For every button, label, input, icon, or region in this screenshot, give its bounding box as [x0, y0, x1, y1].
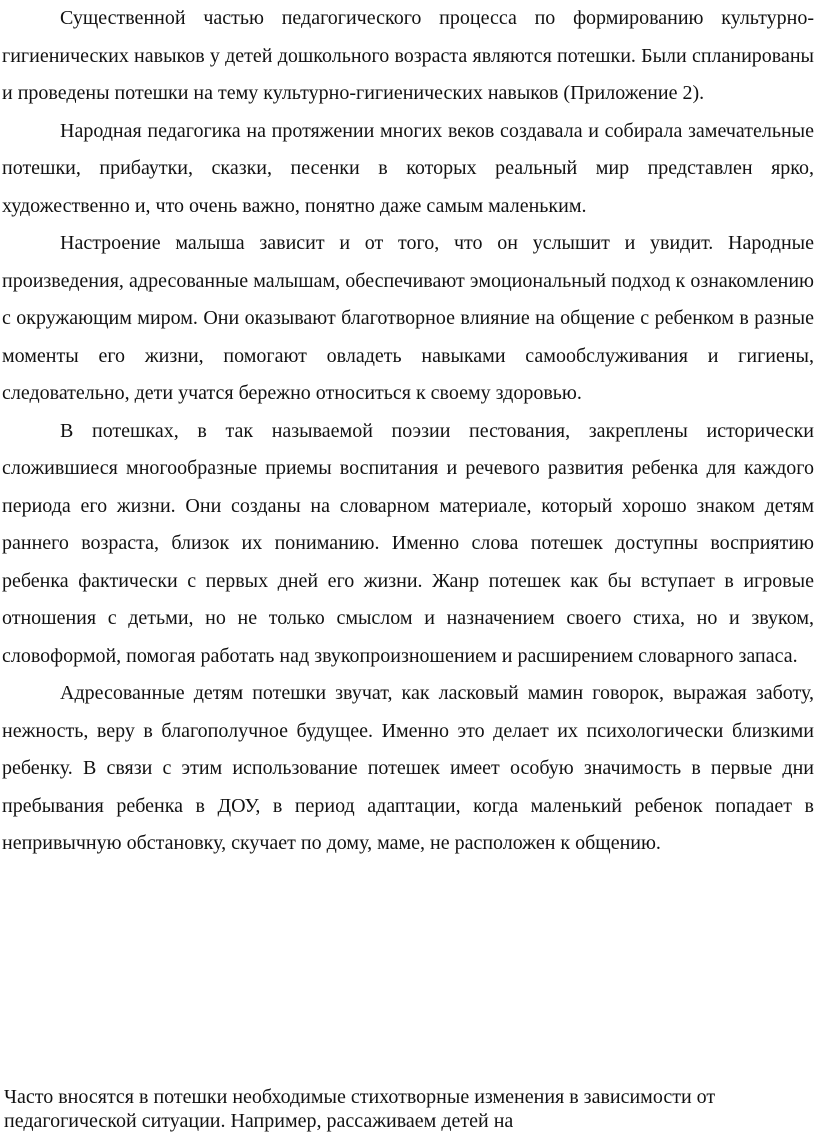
document-body — [2, 0, 814, 863]
paragraph-6-tail: Часто вносятся в потешки необходимые стихотворные изменения в зависимости от педагогической ситуации. Например, рассаживаем детей на — [4, 1086, 716, 1132]
paragraph-3: Настроение малыша зависит и от того, что он услышит и увидит. Народные произведения, адресованные малышам, обеспечивают эмоциональный подход к ознакомлению с окружающим миром. Они оказывают благотворное влияние на общение с ребенком в разные моменты его жизни, помогают овладеть навыками самообслуживания и гигиены, следовательно, дети учатся бережно относиться к своему здоровью. — [2, 232, 814, 404]
paragraph-2: Народная педагогика на протяжении многих веков создавала и собирала замечательные потешки, прибаутки, сказки, песенки в которых реальный мир представлен ярко, художественно и, что очень важно, понятно даже самым маленьким. — [2, 119, 814, 217]
paragraph-5: Адресованные детям потешки звучат, как ласковый мамин говорок, выражая заботу, нежность, веру в благополучное будущее. Именно это делает их психологически близкими ребенку. В связи с этим использование потешек имеет особую значимость в первые дни пребывания ребенка в ДОУ, в период адаптации, когда маленький ребенок попадает в непривычную обстановку, скучает по дому, маме, не расположен к общению. — [2, 682, 814, 854]
paragraph-1: Существенной частью педагогического процесса по формированию культурно-гигиенических навыков у детей дошкольного возраста являются потешки. Были спланированы и проведены потешки на тему культурно-гигиенических навыков (Приложение 2). — [2, 7, 814, 104]
paragraph-4: В потешках, в так называемой поэзии пестования, закреплены исторически сложившиеся многообразные приемы воспитания и речевого развития ребенка для каждого периода его жизни. Они созданы на словарном материале, который хорошо знаком детям раннего возраста, близок их пониманию. Именно слова потешек доступны восприятию ребенка фактически с первых дней его жизни. Жанр потешек как бы вступает в игровые отношения с детьми, но не только смыслом и назначением своего стиха, но и звуком, словоформой, помогая работать над звукопроизношением и расширением словарного запаса. — [2, 419, 814, 667]
